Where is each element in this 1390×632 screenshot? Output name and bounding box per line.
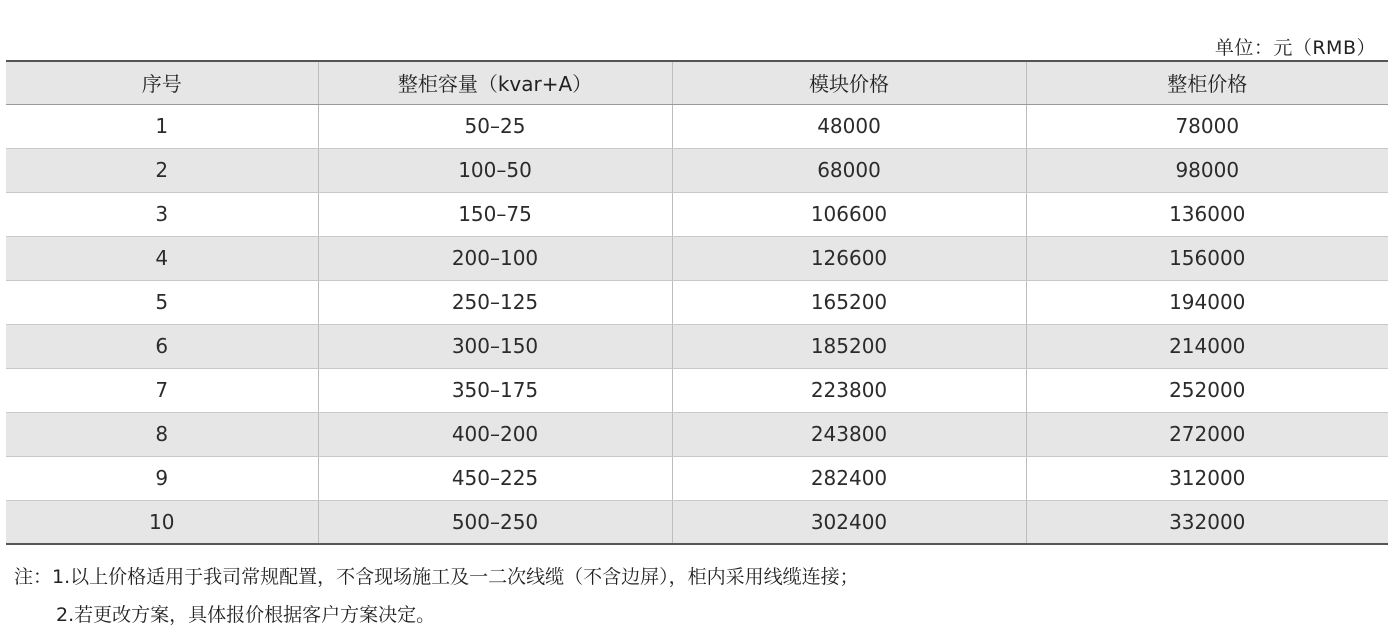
price-table xyxy=(6,60,1388,545)
table-row xyxy=(6,324,1388,368)
cell-serial-number: 2 xyxy=(6,148,318,192)
cell-cabinet-price: 156000 xyxy=(1026,236,1388,280)
cell-cabinet-capacity: 500–250 xyxy=(318,500,672,544)
cell-cabinet-capacity: 150–75 xyxy=(318,192,672,236)
cell-cabinet-capacity: 450–225 xyxy=(318,456,672,500)
table-row xyxy=(6,280,1388,324)
cell-module-price: 223800 xyxy=(672,368,1026,412)
cell-module-price: 243800 xyxy=(672,412,1026,456)
table-row xyxy=(6,104,1388,148)
cell-cabinet-price: 272000 xyxy=(1026,412,1388,456)
unit-label: 单位：元（RMB） xyxy=(1214,37,1376,59)
header-cabinet-price: 整柜价格 xyxy=(1026,61,1388,104)
table-header-row xyxy=(6,61,1388,104)
cell-cabinet-capacity: 400–200 xyxy=(318,412,672,456)
cell-serial-number: 4 xyxy=(6,236,318,280)
cell-cabinet-capacity: 50–25 xyxy=(318,104,672,148)
table-row xyxy=(6,236,1388,280)
cell-module-price: 48000 xyxy=(672,104,1026,148)
cell-cabinet-price: 252000 xyxy=(1026,368,1388,412)
header-cabinet-capacity: 整柜容量（kvar+A） xyxy=(318,61,672,104)
cell-cabinet-price: 136000 xyxy=(1026,192,1388,236)
cell-cabinet-capacity: 200–100 xyxy=(318,236,672,280)
cell-cabinet-capacity: 350–175 xyxy=(318,368,672,412)
cell-cabinet-price: 98000 xyxy=(1026,148,1388,192)
cell-module-price: 126600 xyxy=(672,236,1026,280)
cell-cabinet-capacity: 250–125 xyxy=(318,280,672,324)
cell-serial-number: 7 xyxy=(6,368,318,412)
cell-cabinet-price: 332000 xyxy=(1026,500,1388,544)
cell-module-price: 165200 xyxy=(672,280,1026,324)
cell-cabinet-capacity: 100–50 xyxy=(318,148,672,192)
cell-serial-number: 8 xyxy=(6,412,318,456)
cell-module-price: 68000 xyxy=(672,148,1026,192)
table-row xyxy=(6,368,1388,412)
cell-serial-number: 6 xyxy=(6,324,318,368)
table-row xyxy=(6,148,1388,192)
cell-cabinet-price: 214000 xyxy=(1026,324,1388,368)
header-serial-number: 序号 xyxy=(6,61,318,104)
cell-serial-number: 3 xyxy=(6,192,318,236)
cell-module-price: 185200 xyxy=(672,324,1026,368)
table-row xyxy=(6,412,1388,456)
note-line-1: 注：1.以上价格适用于我司常规配置，不含现场施工及一二次线缆（不含边屏），柜内采用线缆连接； xyxy=(14,566,859,588)
table-row xyxy=(6,456,1388,500)
note-line-2: 2.若更改方案，具体报价根据客户方案决定。 xyxy=(56,604,436,626)
cell-serial-number: 10 xyxy=(6,500,318,544)
cell-module-price: 302400 xyxy=(672,500,1026,544)
cell-cabinet-price: 312000 xyxy=(1026,456,1388,500)
cell-module-price: 106600 xyxy=(672,192,1026,236)
cell-module-price: 282400 xyxy=(672,456,1026,500)
cell-cabinet-price: 194000 xyxy=(1026,280,1388,324)
table-row xyxy=(6,192,1388,236)
cell-serial-number: 5 xyxy=(6,280,318,324)
cell-cabinet-capacity: 300–150 xyxy=(318,324,672,368)
cell-cabinet-price: 78000 xyxy=(1026,104,1388,148)
table-row xyxy=(6,500,1388,544)
cell-serial-number: 1 xyxy=(6,104,318,148)
cell-serial-number: 9 xyxy=(6,456,318,500)
header-module-price: 模块价格 xyxy=(672,61,1026,104)
